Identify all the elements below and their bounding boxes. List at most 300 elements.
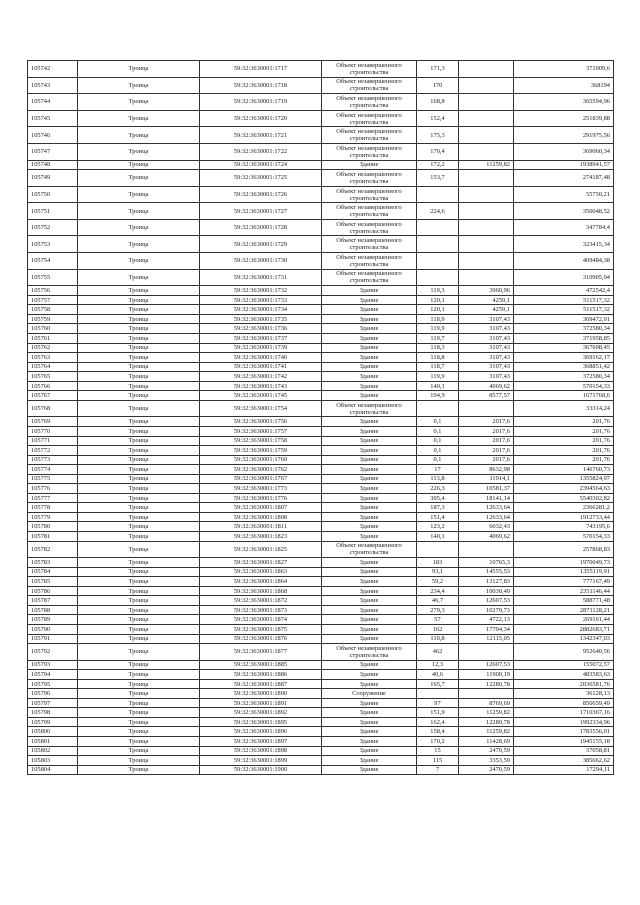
area-cell (417, 269, 459, 286)
record-id-cell: 105765 (28, 372, 78, 382)
rate-cell: 10765,3 (459, 558, 514, 568)
cadastral-value-cell: 1710367,16 (514, 708, 614, 718)
cadastral-number-cell: 59:32:3630001:1732 (200, 286, 322, 296)
area-cell: 119,9 (417, 372, 459, 382)
record-id-cell: 105774 (28, 465, 78, 475)
cadastral-number-cell: 59:32:3630001:1725 (200, 170, 322, 187)
table-row (28, 474, 614, 484)
object-type-cell: Объект незавершенного строительства (322, 186, 417, 203)
rate-cell: 8632,98 (459, 465, 514, 475)
rate-cell: 2017,6 (459, 436, 514, 446)
cadastral-value-cell: 777167,49 (514, 577, 614, 587)
cadastral-number-cell: 59:32:3630001:1731 (200, 269, 322, 286)
cadastral-value-cell: 511517,32 (514, 305, 614, 315)
cadastral-value-cell: 2036581,76 (514, 679, 614, 689)
record-id-cell: 105800 (28, 727, 78, 737)
table-row (28, 605, 614, 615)
rate-cell: 6032,43 (459, 522, 514, 532)
table-row (28, 512, 614, 522)
area-cell: 12,3 (417, 660, 459, 670)
cadastral-number-cell: 59:32:3630001:1728 (200, 219, 322, 236)
area-cell: 152,4 (417, 110, 459, 127)
cadastral-number-cell: 59:32:3630001:1895 (200, 717, 322, 727)
locality-cell: Троица (78, 698, 200, 708)
rate-cell (459, 170, 514, 187)
cadastral-value-cell: 368851,42 (514, 362, 614, 372)
cadastral-value-cell: 1783556,01 (514, 727, 614, 737)
locality-cell: Троица (78, 253, 200, 270)
table-row (28, 503, 614, 513)
table-row (28, 689, 614, 699)
cadastral-value-cell: 385662,62 (514, 756, 614, 766)
record-id-cell: 105779 (28, 512, 78, 522)
locality-cell: Троица (78, 474, 200, 484)
object-type-cell: Здание (322, 708, 417, 718)
locality-cell: Троица (78, 644, 200, 661)
table-row (28, 670, 614, 680)
cadastral-number-cell: 59:32:3630001:1863 (200, 567, 322, 577)
object-type-cell: Здание (322, 417, 417, 427)
cadastral-number-cell: 59:32:3630001:1722 (200, 143, 322, 160)
area-cell: 0,1 (417, 426, 459, 436)
cadastral-value-cell: 201,76 (514, 436, 614, 446)
cadastral-value-cell: 257868,83 (514, 541, 614, 558)
locality-cell: Троица (78, 746, 200, 756)
area-cell: 171,3 (417, 61, 459, 78)
object-type-cell: Здание (322, 503, 417, 513)
table-row (28, 305, 614, 315)
cadastral-number-cell: 59:32:3630001:1739 (200, 343, 322, 353)
table-row (28, 660, 614, 670)
locality-cell: Троица (78, 531, 200, 541)
rate-cell: 10030,49 (459, 586, 514, 596)
record-id-cell: 105748 (28, 160, 78, 170)
record-id-cell: 105764 (28, 362, 78, 372)
area-cell: 123,2 (417, 522, 459, 532)
cadastral-value-cell: 365594,96 (514, 94, 614, 111)
cadastral-value-cell: 588771,48 (514, 596, 614, 606)
object-type-cell: Здание (322, 160, 417, 170)
area-cell: 59,2 (417, 577, 459, 587)
table-body (28, 61, 614, 775)
rate-cell: 12607,53 (459, 660, 514, 670)
cadastral-number-cell: 59:32:3630001:1808 (200, 512, 322, 522)
cadastral-value-cell: 2351146,44 (514, 586, 614, 596)
cadastral-number-cell: 59:32:3630001:1868 (200, 586, 322, 596)
table-row (28, 110, 614, 127)
locality-cell: Троица (78, 493, 200, 503)
rate-cell: 3353,59 (459, 756, 514, 766)
locality-cell: Троица (78, 679, 200, 689)
locality-cell: Троица (78, 94, 200, 111)
rate-cell: 2017,6 (459, 446, 514, 456)
cadastral-number-cell: 59:32:3630001:1811 (200, 522, 322, 532)
object-type-cell: Здание (322, 362, 417, 372)
rate-cell (459, 253, 514, 270)
cadastral-value-cell: 2366281,2 (514, 503, 614, 513)
record-id-cell: 105747 (28, 143, 78, 160)
rate-cell: 12633,64 (459, 503, 514, 513)
record-id-cell: 105791 (28, 634, 78, 644)
cadastral-number-cell: 59:32:3630001:1724 (200, 160, 322, 170)
cadastral-number-cell: 59:32:3630001:1864 (200, 577, 322, 587)
area-cell: 120,1 (417, 295, 459, 305)
locality-cell: Троица (78, 708, 200, 718)
object-type-cell: Здание (322, 314, 417, 324)
record-id-cell: 105785 (28, 577, 78, 587)
record-id-cell: 105778 (28, 503, 78, 513)
locality-cell: Троица (78, 756, 200, 766)
table-row (28, 679, 614, 689)
cadastral-value-cell: 369472,91 (514, 314, 614, 324)
table-row (28, 586, 614, 596)
record-id-cell: 105793 (28, 660, 78, 670)
rate-cell: 13127,83 (459, 577, 514, 587)
area-cell: 15 (417, 746, 459, 756)
cadastral-number-cell: 59:32:3630001:1756 (200, 417, 322, 427)
object-type-cell: Объект незавершенного строительства (322, 400, 417, 417)
record-id-cell: 105790 (28, 624, 78, 634)
table-row (28, 186, 614, 203)
object-type-cell: Здание (322, 324, 417, 334)
record-id-cell: 105792 (28, 644, 78, 661)
record-id-cell: 105786 (28, 586, 78, 596)
cadastral-number-cell: 59:32:3630001:1718 (200, 77, 322, 94)
area-cell (417, 253, 459, 270)
object-type-cell: Здание (322, 765, 417, 775)
rate-cell: 17794,34 (459, 624, 514, 634)
cadastral-number-cell: 59:32:3630001:1896 (200, 727, 322, 737)
object-type-cell: Объект незавершенного строительства (322, 77, 417, 94)
record-id-cell: 105768 (28, 400, 78, 417)
cadastral-number-cell: 59:32:3630001:1877 (200, 644, 322, 661)
record-id-cell: 105776 (28, 484, 78, 494)
cadastral-number-cell: 59:32:3630001:1757 (200, 426, 322, 436)
object-type-cell: Объект незавершенного строительства (322, 203, 417, 220)
locality-cell: Троица (78, 634, 200, 644)
object-type-cell: Здание (322, 353, 417, 363)
area-cell: 151,4 (417, 512, 459, 522)
cadastral-number-cell: 59:32:3630001:1776 (200, 493, 322, 503)
record-id-cell: 105794 (28, 670, 78, 680)
table-row (28, 253, 614, 270)
locality-cell: Троица (78, 324, 200, 334)
rate-cell: 12115,05 (459, 634, 514, 644)
record-id-cell: 105802 (28, 746, 78, 756)
area-cell: 162 (417, 624, 459, 634)
table-row (28, 143, 614, 160)
object-type-cell: Здание (322, 474, 417, 484)
record-id-cell: 105746 (28, 127, 78, 144)
rate-cell: 3107,43 (459, 324, 514, 334)
cadastral-value-cell: 274187,48 (514, 170, 614, 187)
table-row (28, 522, 614, 532)
area-cell: 118,7 (417, 362, 459, 372)
object-type-cell: Здание (322, 391, 417, 401)
cadastral-value-cell: 1355824,97 (514, 474, 614, 484)
cadastral-number-cell: 59:32:3630001:1891 (200, 698, 322, 708)
cadastral-number-cell: 59:32:3630001:1898 (200, 746, 322, 756)
cadastral-number-cell: 59:32:3630001:1874 (200, 615, 322, 625)
table-row (28, 746, 614, 756)
area-cell (417, 689, 459, 699)
area-cell: 279,3 (417, 605, 459, 615)
cadastral-number-cell: 59:32:3630001:1900 (200, 765, 322, 775)
locality-cell: Троица (78, 541, 200, 558)
object-type-cell: Здание (322, 727, 417, 737)
rate-cell (459, 61, 514, 78)
object-type-cell: Здание (322, 698, 417, 708)
cadastral-value-cell: 369060,34 (514, 143, 614, 160)
area-cell: 140,1 (417, 381, 459, 391)
cadastral-value-cell: 371009,6 (514, 61, 614, 78)
area-cell: 172,2 (417, 160, 459, 170)
table-row (28, 577, 614, 587)
area-cell: 183 (417, 558, 459, 568)
cadastral-value-cell: 952640,56 (514, 644, 614, 661)
record-id-cell: 105777 (28, 493, 78, 503)
table-row (28, 324, 614, 334)
locality-cell: Троица (78, 305, 200, 315)
rate-cell (459, 400, 514, 417)
locality-cell: Троица (78, 426, 200, 436)
rate-cell: 3107,43 (459, 343, 514, 353)
cadastral-value-cell: 347784,4 (514, 219, 614, 236)
cadastral-value-cell: 291975,56 (514, 127, 614, 144)
area-cell (417, 236, 459, 253)
locality-cell: Троица (78, 269, 200, 286)
record-id-cell: 105772 (28, 446, 78, 456)
object-type-cell: Здание (322, 381, 417, 391)
record-id-cell: 105775 (28, 474, 78, 484)
record-id-cell: 105789 (28, 615, 78, 625)
table-row (28, 634, 614, 644)
record-id-cell: 105803 (28, 756, 78, 766)
table-row (28, 314, 614, 324)
rate-cell: 11428,69 (459, 737, 514, 747)
record-id-cell: 105770 (28, 426, 78, 436)
object-type-cell: Здание (322, 679, 417, 689)
locality-cell: Троица (78, 446, 200, 456)
record-id-cell: 105798 (28, 708, 78, 718)
area-cell: 0,1 (417, 446, 459, 456)
table-row (28, 381, 614, 391)
locality-cell: Троица (78, 577, 200, 587)
object-type-cell: Объект незавершенного строительства (322, 110, 417, 127)
object-type-cell: Здание (322, 493, 417, 503)
locality-cell: Троица (78, 391, 200, 401)
rate-cell (459, 219, 514, 236)
cadastral-value-cell: 37058,81 (514, 746, 614, 756)
cadastral-number-cell: 59:32:3630001:1885 (200, 660, 322, 670)
locality-cell: Троица (78, 727, 200, 737)
table-row (28, 624, 614, 634)
area-cell: 17 (417, 465, 459, 475)
object-type-cell: Здание (322, 558, 417, 568)
area-cell: 170 (417, 77, 459, 94)
cadastral-value-cell: 371958,85 (514, 334, 614, 344)
table-row (28, 391, 614, 401)
locality-cell: Троица (78, 160, 200, 170)
object-type-cell: Здание (322, 567, 417, 577)
locality-cell: Троица (78, 484, 200, 494)
area-cell: 110,8 (417, 634, 459, 644)
locality-cell: Троица (78, 605, 200, 615)
cadastral-number-cell: 59:32:3630001:1872 (200, 596, 322, 606)
record-id-cell: 105760 (28, 324, 78, 334)
rate-cell: 10581,37 (459, 484, 514, 494)
cadastral-value-cell: 5540302,82 (514, 493, 614, 503)
object-type-cell: Здание (322, 737, 417, 747)
cadastral-number-cell: 59:32:3630001:1729 (200, 236, 322, 253)
cadastral-number-cell: 59:32:3630001:1875 (200, 624, 322, 634)
cadastral-number-cell: 59:32:3630001:1726 (200, 186, 322, 203)
locality-cell: Троица (78, 170, 200, 187)
rate-cell: 3107,43 (459, 372, 514, 382)
area-cell: 151,9 (417, 708, 459, 718)
record-id-cell: 105797 (28, 698, 78, 708)
record-id-cell: 105801 (28, 737, 78, 747)
rate-cell: 4259,1 (459, 295, 514, 305)
cadastral-value-cell: 2882683,71 (514, 624, 614, 634)
object-type-cell: Объект незавершенного строительства (322, 127, 417, 144)
cadastral-number-cell: 59:32:3630001:1823 (200, 531, 322, 541)
rate-cell: 2017,6 (459, 455, 514, 465)
table-row (28, 372, 614, 382)
area-cell: 158,4 (417, 727, 459, 737)
object-type-cell: Здание (322, 596, 417, 606)
object-type-cell: Здание (322, 446, 417, 456)
object-type-cell: Здание (322, 343, 417, 353)
table-row (28, 61, 614, 78)
cadastral-value-cell: 33314,24 (514, 400, 614, 417)
object-type-cell: Объект незавершенного строительства (322, 219, 417, 236)
object-type-cell: Здание (322, 426, 417, 436)
area-cell (417, 400, 459, 417)
cadastral-value-cell: 372580,34 (514, 372, 614, 382)
area-cell: 0,1 (417, 417, 459, 427)
object-type-cell: Здание (322, 615, 417, 625)
cadastral-number-cell: 59:32:3630001:1890 (200, 689, 322, 699)
cadastral-value-cell: 1992334,96 (514, 717, 614, 727)
table-row (28, 765, 614, 775)
cadastral-value-cell: 1342347,03 (514, 634, 614, 644)
cadastral-number-cell: 59:32:3630001:1727 (200, 203, 322, 220)
locality-cell: Троица (78, 127, 200, 144)
cadastral-number-cell: 59:32:3630001:1740 (200, 353, 322, 363)
locality-cell: Троица (78, 343, 200, 353)
rate-cell (459, 110, 514, 127)
cadastral-value-cell: 1671768,6 (514, 391, 614, 401)
cadastral-number-cell: 59:32:3630001:1892 (200, 708, 322, 718)
table-row (28, 343, 614, 353)
area-cell: 175,3 (417, 127, 459, 144)
locality-cell: Троица (78, 586, 200, 596)
table-row (28, 727, 614, 737)
record-id-cell: 105780 (28, 522, 78, 532)
table-row (28, 558, 614, 568)
table-row (28, 756, 614, 766)
object-type-cell: Здание (322, 455, 417, 465)
cadastral-number-cell: 59:32:3630001:1876 (200, 634, 322, 644)
record-id-cell: 105757 (28, 295, 78, 305)
table-row (28, 615, 614, 625)
object-type-cell: Здание (322, 334, 417, 344)
table-row (28, 493, 614, 503)
cadastral-number-cell: 59:32:3630001:1745 (200, 391, 322, 401)
cadastral-value-cell: 1912733,44 (514, 512, 614, 522)
rate-cell: 10279,73 (459, 605, 514, 615)
rate-cell: 2470,59 (459, 746, 514, 756)
object-type-cell: Здание (322, 295, 417, 305)
cadastral-value-cell: 1938941,57 (514, 160, 614, 170)
object-type-cell: Здание (322, 484, 417, 494)
cadastral-number-cell: 59:32:3630001:1735 (200, 314, 322, 324)
object-type-cell: Здание (322, 634, 417, 644)
table-row (28, 295, 614, 305)
locality-cell: Троица (78, 219, 200, 236)
table-row (28, 286, 614, 296)
rate-cell: 4069,62 (459, 531, 514, 541)
locality-cell: Троица (78, 717, 200, 727)
record-id-cell: 105799 (28, 717, 78, 727)
table-row (28, 236, 614, 253)
table-row (28, 717, 614, 727)
record-id-cell: 105758 (28, 305, 78, 315)
locality-cell: Троица (78, 381, 200, 391)
cadastral-value-cell: 155072,57 (514, 660, 614, 670)
record-id-cell: 105755 (28, 269, 78, 286)
table-row (28, 541, 614, 558)
rate-cell: 3107,43 (459, 334, 514, 344)
area-cell: 40,6 (417, 670, 459, 680)
rate-cell: 2470,59 (459, 765, 514, 775)
record-id-cell: 105761 (28, 334, 78, 344)
locality-cell: Троица (78, 737, 200, 747)
area-cell (417, 186, 459, 203)
property-registry-table (27, 60, 614, 775)
object-type-cell: Объект незавершенного строительства (322, 94, 417, 111)
table-row (28, 426, 614, 436)
locality-cell: Троица (78, 465, 200, 475)
table-row (28, 417, 614, 427)
cadastral-number-cell: 59:32:3630001:1887 (200, 679, 322, 689)
locality-cell: Троица (78, 362, 200, 372)
table-row (28, 436, 614, 446)
locality-cell: Троица (78, 455, 200, 465)
area-cell: 194,9 (417, 391, 459, 401)
record-id-cell: 105784 (28, 567, 78, 577)
object-type-cell: Здание (322, 746, 417, 756)
cadastral-value-cell: 36128,13 (514, 689, 614, 699)
cadastral-value-cell: 1945155,18 (514, 737, 614, 747)
table-row (28, 127, 614, 144)
cadastral-value-cell: 2871128,21 (514, 605, 614, 615)
table-row (28, 170, 614, 187)
cadastral-value-cell: 743195,6 (514, 522, 614, 532)
object-type-cell: Объект незавершенного строительства (322, 541, 417, 558)
rate-cell: 12280,78 (459, 679, 514, 689)
table-row (28, 160, 614, 170)
locality-cell: Троица (78, 295, 200, 305)
area-cell: 168,8 (417, 94, 459, 111)
table-row (28, 455, 614, 465)
table-row (28, 203, 614, 220)
cadastral-number-cell: 59:32:3630001:1825 (200, 541, 322, 558)
cadastral-value-cell: 367608,45 (514, 343, 614, 353)
cadastral-number-cell: 59:32:3630001:1758 (200, 436, 322, 446)
cadastral-number-cell: 59:32:3630001:1737 (200, 334, 322, 344)
